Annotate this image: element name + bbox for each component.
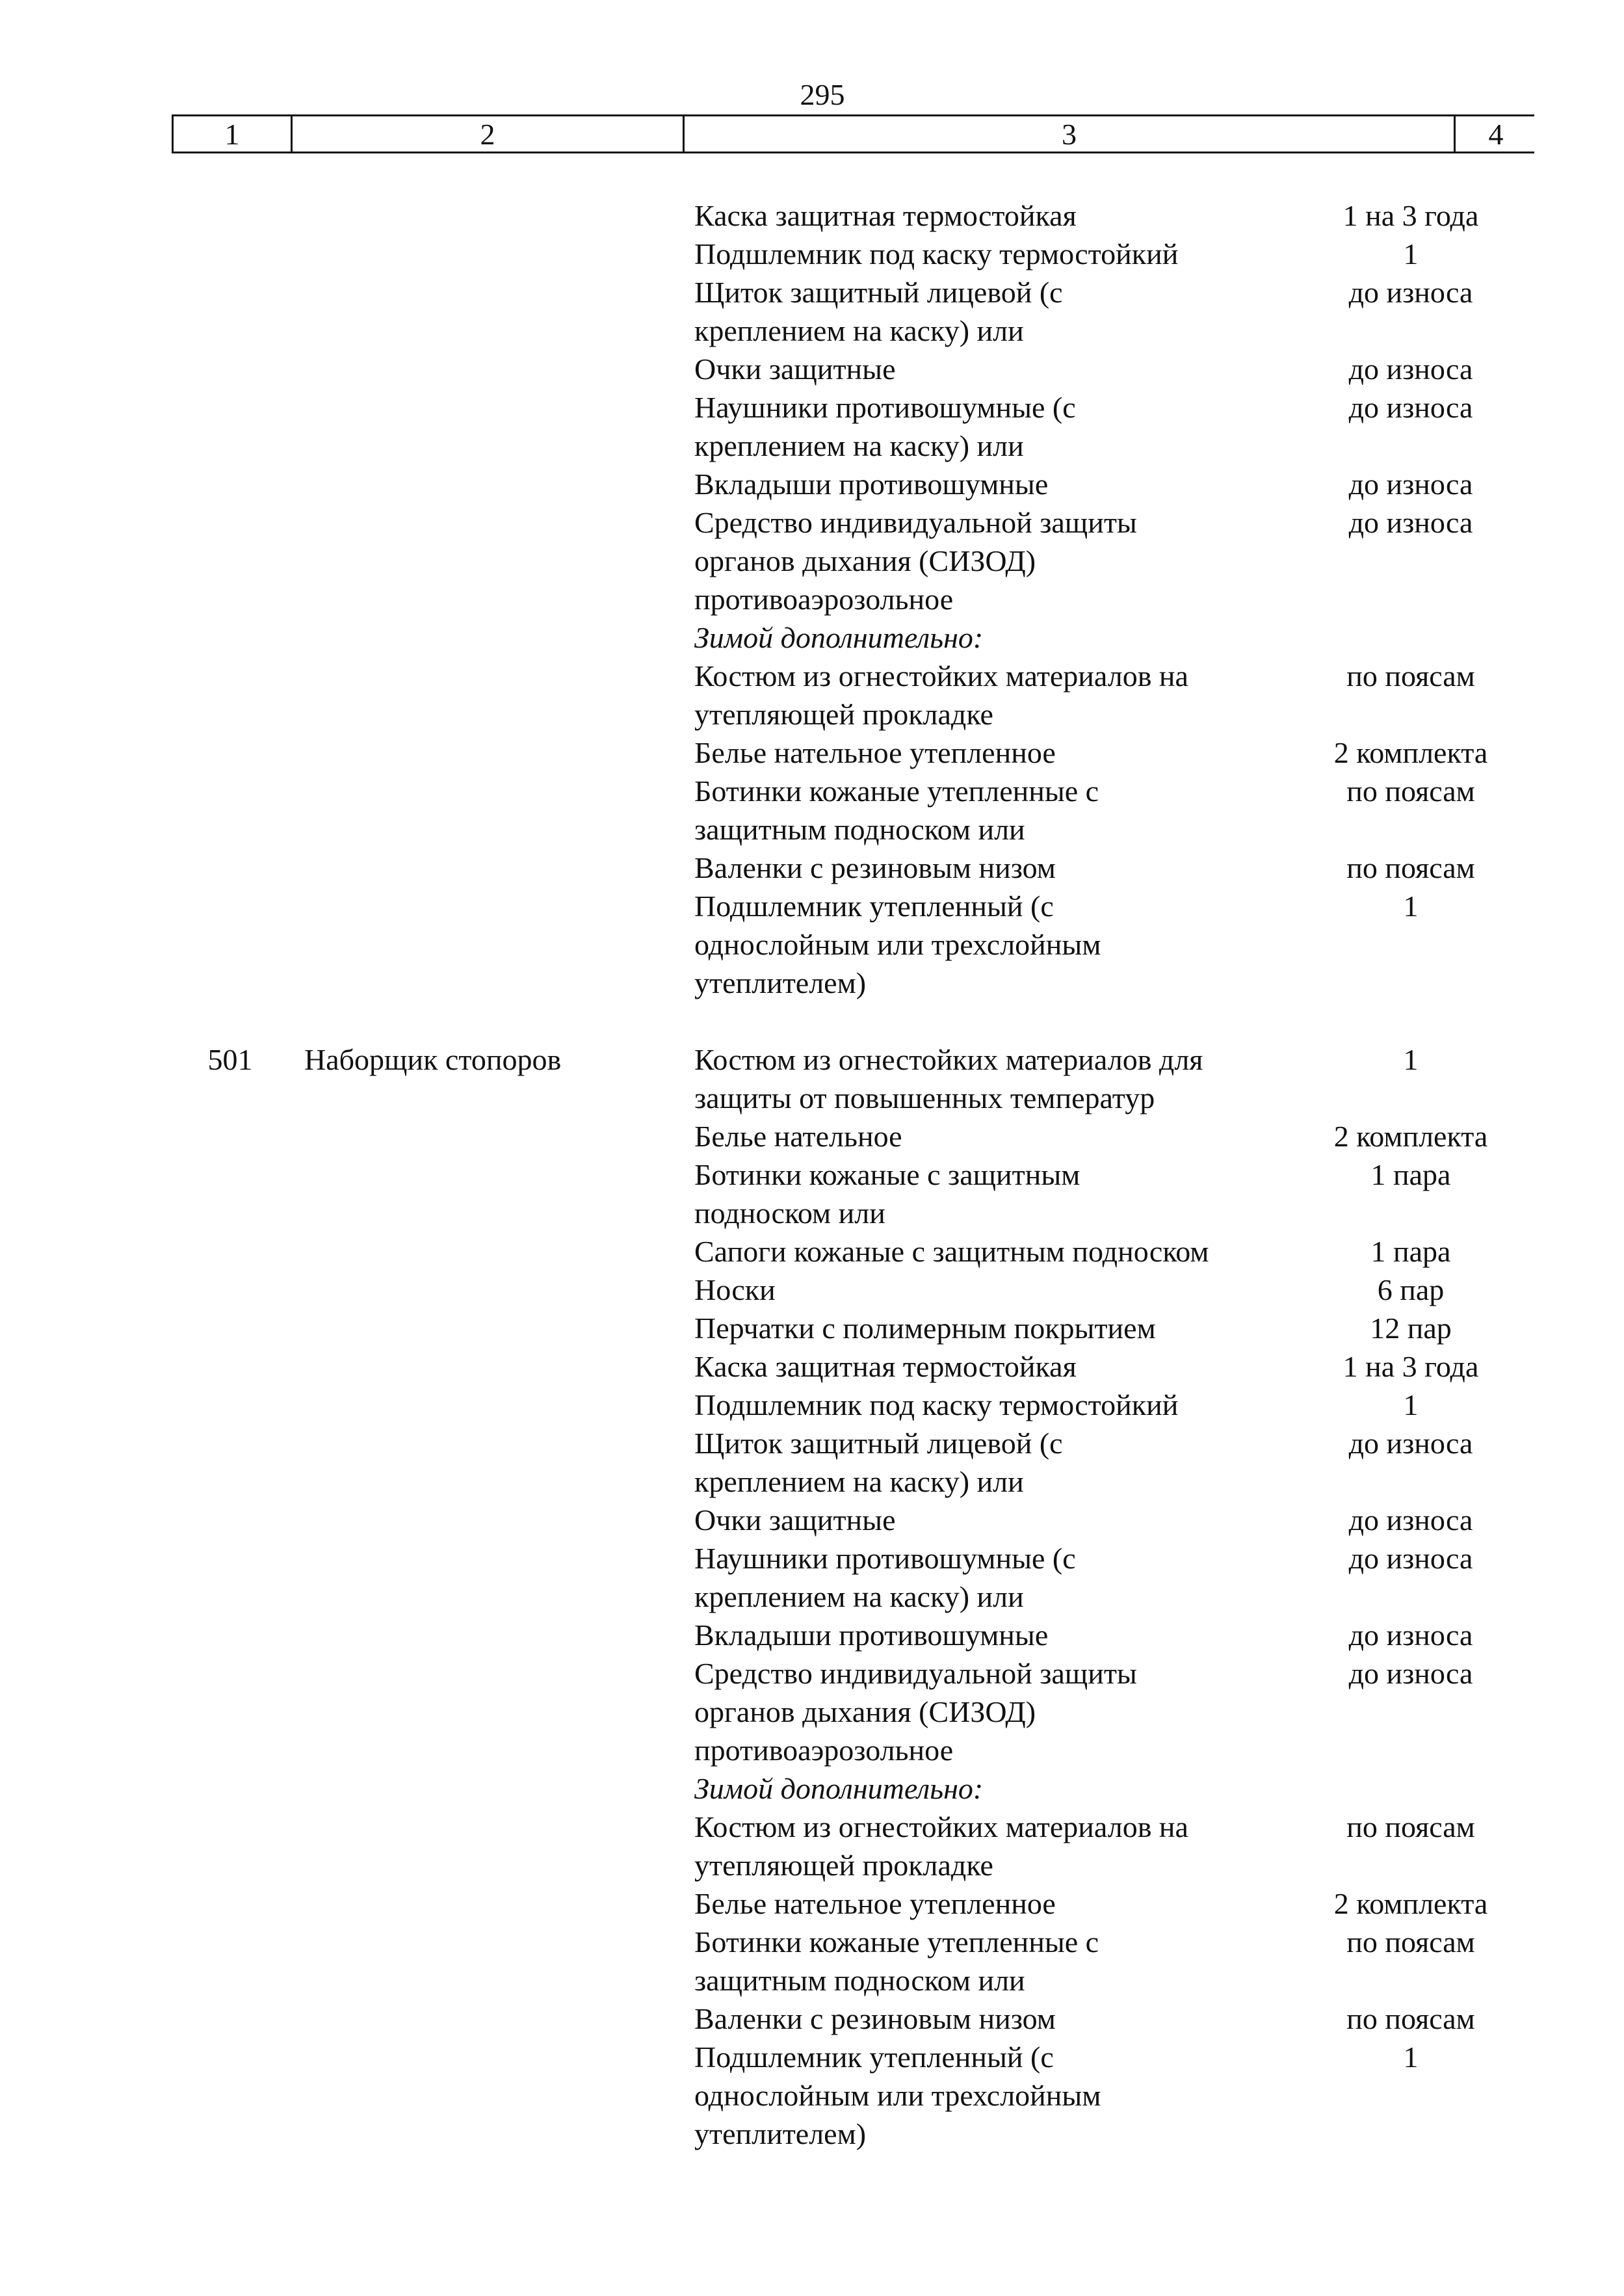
item-name: Белье нательное утепленное (694, 1887, 1056, 1920)
item-name: подноском или (694, 1196, 885, 1230)
item-name: Вкладыши противошумные (694, 1618, 1049, 1652)
winter-additional-heading: Зимой дополнительно: (694, 1772, 984, 1805)
item-name: Очки защитные (694, 352, 896, 386)
item-name: Перчатки с полимерным покрытием (694, 1312, 1156, 1345)
item-name: Валенки с резиновым низом (694, 851, 1056, 884)
header-col-2: 2 (293, 116, 685, 152)
issue-norm: по поясам (1346, 774, 1475, 808)
table-row (0, 925, 1624, 964)
item-name: Костюм из огнестойких материалов на (694, 659, 1188, 693)
item-name: Носки (694, 1273, 776, 1306)
table-row (0, 1654, 1624, 1693)
item-name: утеплителем) (694, 2117, 867, 2150)
issue-norm: 2 комплекта (1333, 1120, 1488, 1153)
table-row (0, 733, 1624, 772)
issue-norm: 1 пара (1370, 1235, 1451, 1268)
issue-norm: по поясам (1346, 851, 1475, 884)
table-row (0, 887, 1624, 925)
issue-norm: 1 на 3 года (1342, 199, 1479, 232)
issue-norm: до износа (1348, 1657, 1473, 1690)
table-row (0, 503, 1624, 542)
item-name: Щиток защитный лицевой (с (694, 1427, 1063, 1460)
issue-norm: по поясам (1346, 1810, 1475, 1843)
issue-norm: 1 (1403, 237, 1419, 271)
item-name: Подшлемник утепленный (с (694, 2040, 1054, 2074)
issue-norm: 2 комплекта (1333, 1887, 1488, 1920)
table-row (0, 273, 1624, 311)
table-row (0, 2076, 1624, 2115)
table-row (0, 1769, 1624, 1808)
table-row (0, 1155, 1624, 1194)
table-row (0, 465, 1624, 503)
item-name: однослойным или трехслойным (694, 2079, 1101, 2112)
item-name: органов дыхания (СИЗОД) (694, 1695, 1036, 1728)
table-row (0, 657, 1624, 695)
item-name: Наушники противошумные (с (694, 391, 1076, 424)
item-name: противоаэрозольное (694, 1734, 954, 1767)
issue-norm: до износа (1348, 1427, 1473, 1460)
issue-norm: по поясам (1346, 2002, 1475, 2035)
table-row (0, 849, 1624, 887)
item-name: защитным подноском или (694, 1964, 1025, 1997)
issue-norm: до износа (1348, 391, 1473, 424)
item-name: креплением на каску) или (694, 1580, 1024, 1613)
item-name: Костюм из огнестойких материалов на (694, 1810, 1188, 1843)
issue-norm: 1 (1403, 2040, 1419, 2074)
table-row (0, 1232, 1624, 1271)
item-name: Каска защитная термостойкая (694, 199, 1077, 232)
issue-norm: 1 (1403, 1043, 1419, 1076)
table-row (0, 2038, 1624, 2076)
issue-norm: 1 (1403, 890, 1419, 923)
table-row (0, 1386, 1624, 1424)
issue-norm: до износа (1348, 1618, 1473, 1652)
table-row (0, 1999, 1624, 2038)
table-row (0, 427, 1624, 465)
item-name: Костюм из огнестойких материалов для (694, 1043, 1203, 1076)
table-row (0, 1616, 1624, 1654)
issue-norm: 12 пар (1370, 1312, 1452, 1345)
item-name: однослойным или трехслойным (694, 928, 1101, 961)
table-row (0, 1961, 1624, 1999)
item-name: Очки защитные (694, 1503, 896, 1537)
issue-norm: до износа (1348, 1542, 1473, 1575)
table-row (0, 964, 1624, 1002)
table-row (0, 311, 1624, 350)
table-row (0, 1577, 1624, 1616)
header-col-1: 1 (174, 116, 293, 152)
item-name: Валенки с резиновым низом (694, 2002, 1056, 2035)
table-row (0, 542, 1624, 580)
table-row (0, 1731, 1624, 1769)
issue-norm: 6 пар (1377, 1273, 1445, 1306)
item-name: Ботинки кожаные с защитным (694, 1158, 1080, 1191)
item-name: Подшлемник под каску термостойкий (694, 1388, 1179, 1421)
table-row (0, 1884, 1624, 1923)
table-row (0, 1347, 1624, 1386)
item-name: креплением на каску) или (694, 314, 1024, 347)
item-name: Подшлемник под каску термостойкий (694, 237, 1179, 271)
table-row (0, 196, 1624, 235)
header-col-3: 3 (685, 116, 1456, 152)
issue-norm: 1 (1403, 1388, 1419, 1421)
item-name: утепляющей прокладке (694, 698, 993, 731)
table-row (0, 1462, 1624, 1501)
table-row (0, 1117, 1624, 1155)
table-row (0, 1194, 1624, 1232)
item-name: Наушники противошумные (с (694, 1542, 1076, 1575)
table-row (0, 235, 1624, 273)
item-name: креплением на каску) или (694, 1465, 1024, 1498)
header-col-4: 4 (1488, 118, 1504, 151)
issue-norm: до износа (1348, 1503, 1473, 1537)
table-row (0, 580, 1624, 618)
table-row (0, 1539, 1624, 1577)
item-name: Ботинки кожаные утепленные с (694, 1925, 1099, 1959)
item-name: Средство индивидуальной защиты (694, 1657, 1137, 1690)
table-row (0, 1424, 1624, 1462)
item-name: Белье нательное (694, 1120, 902, 1153)
item-name: утеплителем) (694, 966, 867, 999)
item-name: Вкладыши противошумные (694, 468, 1049, 501)
table-row (0, 1693, 1624, 1731)
table-row (0, 772, 1624, 810)
item-name: защиты от повышенных температур (694, 1081, 1155, 1115)
table-row (0, 1040, 1624, 1079)
profession-name: Наборщик стопоров (304, 1043, 562, 1076)
table-row (0, 1309, 1624, 1347)
table-row (0, 350, 1624, 388)
item-name: противоаэрозольное (694, 583, 954, 616)
table-row (0, 1079, 1624, 1117)
item-name: Подшлемник утепленный (с (694, 890, 1054, 923)
issue-norm: по поясам (1346, 1925, 1475, 1959)
issue-norm: до износа (1348, 506, 1473, 539)
issue-norm: до износа (1348, 276, 1473, 309)
issue-norm: 1 пара (1370, 1158, 1451, 1191)
item-name: утепляющей прокладке (694, 1849, 993, 1882)
item-name: Каска защитная термостойкая (694, 1350, 1077, 1383)
table-row (0, 388, 1624, 427)
issue-norm: 2 комплекта (1333, 736, 1488, 769)
item-name: защитным подноском или (694, 813, 1025, 846)
issue-norm: до износа (1348, 468, 1473, 501)
item-name: Белье нательное утепленное (694, 736, 1056, 769)
table-row (0, 1808, 1624, 1846)
item-name: Ботинки кожаные утепленные с (694, 774, 1099, 808)
item-name: органов дыхания (СИЗОД) (694, 544, 1036, 577)
item-name: Сапоги кожаные с защитным подноском (694, 1235, 1209, 1268)
item-name: Средство индивидуальной защиты (694, 506, 1137, 539)
table-row (0, 2115, 1624, 2153)
issue-norm: до износа (1348, 352, 1473, 386)
issue-norm: по поясам (1346, 659, 1475, 693)
table-row (0, 618, 1624, 657)
table-row (0, 1501, 1624, 1539)
item-name: Щиток защитный лицевой (с (694, 276, 1063, 309)
issue-norm: 1 на 3 года (1342, 1350, 1479, 1383)
table-row (0, 810, 1624, 849)
table-row (0, 695, 1624, 733)
item-name: креплением на каску) или (694, 429, 1024, 462)
table-row (0, 1271, 1624, 1309)
winter-additional-heading: Зимой дополнительно: (694, 621, 984, 654)
table-row (0, 1846, 1624, 1884)
table-row (0, 1923, 1624, 1961)
row-number: 501 (207, 1043, 253, 1076)
page-number: 295 (800, 78, 845, 111)
